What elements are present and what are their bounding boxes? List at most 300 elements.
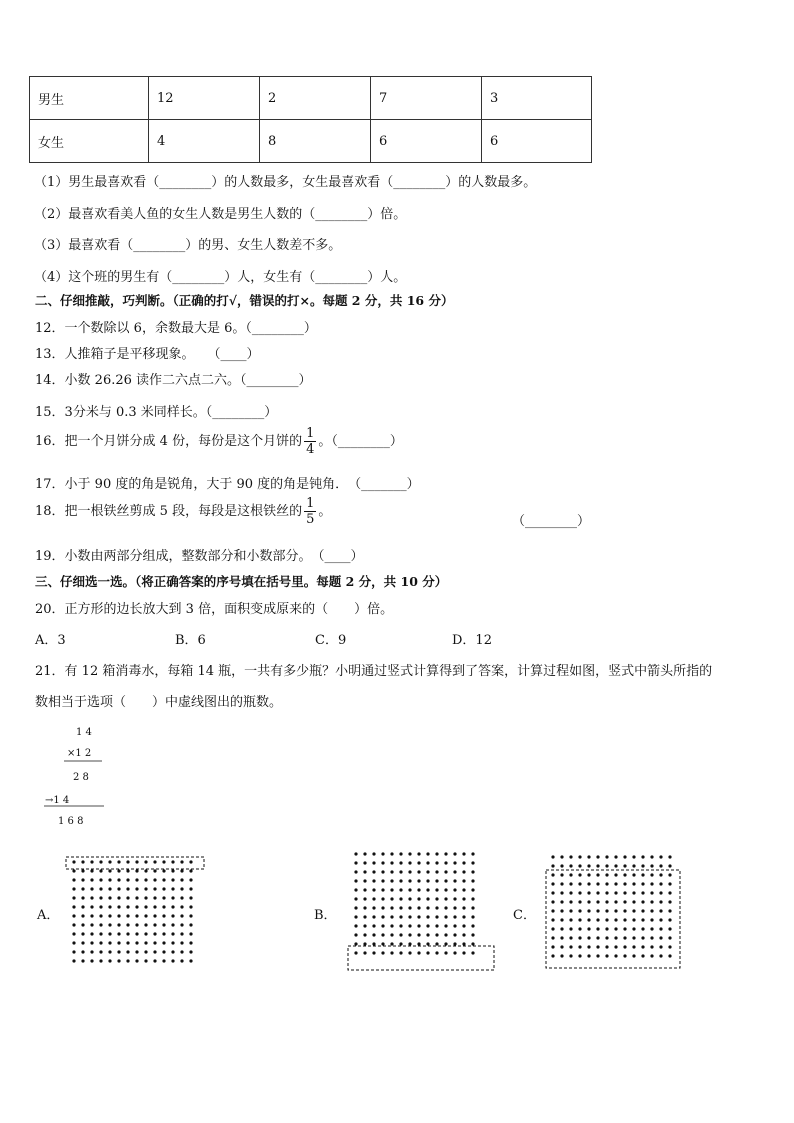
dot — [354, 924, 357, 927]
dot — [189, 932, 192, 935]
q21-option-c: C． — [513, 908, 536, 923]
dot — [578, 945, 581, 948]
dot — [650, 945, 653, 948]
dot — [153, 959, 156, 962]
dot — [372, 942, 375, 945]
dot — [623, 945, 626, 948]
dot — [153, 941, 156, 944]
dot — [99, 860, 102, 863]
dot — [641, 945, 644, 948]
dot — [569, 864, 572, 867]
dot — [587, 882, 590, 885]
dot — [153, 860, 156, 863]
dot — [144, 905, 147, 908]
dot — [471, 933, 474, 936]
dot — [90, 878, 93, 881]
dot — [399, 924, 402, 927]
dot — [668, 954, 671, 957]
dot — [650, 900, 653, 903]
dot — [587, 873, 590, 876]
dot — [426, 897, 429, 900]
mult-row-5: 1 6 8 — [58, 816, 84, 827]
dot — [596, 864, 599, 867]
sub-question-3: （3）最喜欢看（________）的男、女生人数差不多。 — [34, 238, 342, 253]
dot — [614, 945, 617, 948]
dot — [471, 906, 474, 909]
dot — [569, 918, 572, 921]
dot — [471, 879, 474, 882]
dot — [453, 879, 456, 882]
dot — [417, 861, 420, 864]
dot-grid-b — [342, 846, 502, 976]
data-table — [29, 76, 592, 163]
q20-option-d: D．12 — [452, 633, 492, 648]
dot — [354, 942, 357, 945]
dot — [390, 861, 393, 864]
dot — [108, 914, 111, 917]
dot — [381, 888, 384, 891]
dot — [117, 860, 120, 863]
dot — [560, 873, 563, 876]
q21-option-a: A． — [37, 908, 60, 923]
dot — [417, 888, 420, 891]
dot — [381, 906, 384, 909]
dot — [390, 888, 393, 891]
dot — [614, 936, 617, 939]
dot — [162, 959, 165, 962]
dot — [171, 905, 174, 908]
dot — [632, 900, 635, 903]
dot — [471, 951, 474, 954]
dot — [144, 896, 147, 899]
dot — [417, 915, 420, 918]
dot — [453, 915, 456, 918]
dot — [417, 951, 420, 954]
dot — [614, 900, 617, 903]
dot — [426, 933, 429, 936]
dot — [381, 951, 384, 954]
dot — [659, 873, 662, 876]
dot — [126, 878, 129, 881]
dot — [578, 918, 581, 921]
dot — [381, 879, 384, 882]
dot — [668, 891, 671, 894]
question-13: 13．人推箱子是平移现象。 （____） — [35, 347, 260, 362]
dot — [659, 936, 662, 939]
dot — [668, 882, 671, 885]
dot — [560, 909, 563, 912]
dot — [444, 879, 447, 882]
dot — [189, 896, 192, 899]
dot — [587, 945, 590, 948]
dot — [632, 864, 635, 867]
dot — [614, 882, 617, 885]
dot — [126, 869, 129, 872]
dot — [99, 932, 102, 935]
dot — [372, 951, 375, 954]
dot — [354, 915, 357, 918]
dot — [372, 879, 375, 882]
dot — [354, 870, 357, 873]
question-14: 14．小数 26.26 读作二六点二六。（________） — [35, 373, 312, 388]
dot — [650, 918, 653, 921]
dot-grid-c — [543, 850, 693, 975]
dot — [171, 887, 174, 890]
dot — [435, 924, 438, 927]
dot — [372, 906, 375, 909]
dot — [117, 914, 120, 917]
dot-grid-a — [62, 856, 212, 976]
dot — [551, 909, 554, 912]
dot — [408, 951, 411, 954]
dot — [650, 936, 653, 939]
dot — [399, 942, 402, 945]
dot — [426, 951, 429, 954]
dot — [605, 909, 608, 912]
dot — [632, 873, 635, 876]
dot — [180, 905, 183, 908]
dot — [641, 954, 644, 957]
dot — [399, 933, 402, 936]
table-cell: 6 — [482, 120, 592, 163]
dot — [650, 855, 653, 858]
dot — [99, 950, 102, 953]
dot — [596, 891, 599, 894]
dot — [560, 945, 563, 948]
dot — [408, 879, 411, 882]
dot — [623, 855, 626, 858]
dot — [659, 864, 662, 867]
dot — [108, 860, 111, 863]
dot — [171, 896, 174, 899]
table-cell: 6 — [371, 120, 482, 163]
dot — [444, 942, 447, 945]
dot — [560, 891, 563, 894]
dot — [99, 905, 102, 908]
sub-question-1: （1）男生最喜欢看（________）的人数最多，女生最喜欢看（________）的人数最多。 — [34, 175, 537, 190]
dot — [126, 941, 129, 944]
dot — [668, 864, 671, 867]
dot — [171, 959, 174, 962]
dot — [108, 923, 111, 926]
dot — [668, 945, 671, 948]
table-row — [30, 120, 592, 163]
dot — [551, 864, 554, 867]
dot — [126, 950, 129, 953]
numerator: 1 — [306, 426, 315, 441]
dot — [117, 923, 120, 926]
dot — [587, 891, 590, 894]
dot — [587, 927, 590, 930]
dot — [99, 914, 102, 917]
dot — [135, 941, 138, 944]
dot — [126, 905, 129, 908]
denominator: 4 — [306, 442, 315, 457]
dot — [171, 932, 174, 935]
dot — [117, 950, 120, 953]
question-20: 20．正方形的边长放大到 3 倍，面积变成原来的（ ）倍。 — [35, 602, 394, 617]
dot — [650, 954, 653, 957]
dot — [399, 870, 402, 873]
dot — [162, 914, 165, 917]
dot — [135, 914, 138, 917]
dot — [99, 959, 102, 962]
dot — [189, 887, 192, 890]
dot — [72, 959, 75, 962]
dot — [632, 927, 635, 930]
dot — [560, 918, 563, 921]
dot — [90, 905, 93, 908]
dot — [641, 900, 644, 903]
dot — [381, 933, 384, 936]
dot — [587, 936, 590, 939]
dot — [641, 909, 644, 912]
dot — [363, 933, 366, 936]
dot — [668, 900, 671, 903]
dot — [426, 879, 429, 882]
dot — [435, 933, 438, 936]
dot — [453, 942, 456, 945]
dot — [444, 852, 447, 855]
mult-row-3: 2 8 — [73, 772, 89, 783]
dot — [354, 888, 357, 891]
fraction-1-4 — [304, 426, 316, 457]
dot — [108, 896, 111, 899]
table-cell: 8 — [260, 120, 371, 163]
dot — [426, 942, 429, 945]
dot — [417, 897, 420, 900]
dot — [569, 855, 572, 858]
dot — [408, 870, 411, 873]
dot — [363, 906, 366, 909]
dot — [135, 905, 138, 908]
dot — [162, 896, 165, 899]
dot — [189, 869, 192, 872]
dot — [596, 909, 599, 912]
dot — [569, 936, 572, 939]
dot — [90, 959, 93, 962]
dot — [108, 869, 111, 872]
dot — [354, 861, 357, 864]
dot — [587, 855, 590, 858]
dot — [453, 933, 456, 936]
dot — [435, 861, 438, 864]
dot — [471, 870, 474, 873]
dot — [596, 918, 599, 921]
dot — [354, 879, 357, 882]
question-17: 17．小于 90 度的角是锐角，大于 90 度的角是钝角． （_______） — [35, 477, 420, 492]
dot — [605, 945, 608, 948]
dot — [171, 914, 174, 917]
dot — [108, 950, 111, 953]
dot — [72, 860, 75, 863]
dot — [144, 869, 147, 872]
dot — [605, 927, 608, 930]
dot — [408, 897, 411, 900]
dot — [560, 855, 563, 858]
dot — [390, 942, 393, 945]
dot — [117, 869, 120, 872]
dot — [462, 924, 465, 927]
dot — [90, 941, 93, 944]
dot — [162, 950, 165, 953]
dot — [659, 882, 662, 885]
dot — [153, 905, 156, 908]
dot — [587, 864, 590, 867]
dot — [569, 954, 572, 957]
dot — [117, 959, 120, 962]
dot — [444, 897, 447, 900]
dot — [90, 932, 93, 935]
dot — [99, 923, 102, 926]
dot — [462, 888, 465, 891]
row-label: 男生 — [30, 77, 149, 120]
dot — [408, 906, 411, 909]
dot — [390, 951, 393, 954]
dot — [417, 852, 420, 855]
dot — [632, 909, 635, 912]
denominator: 5 — [306, 512, 315, 527]
dot — [126, 923, 129, 926]
dot — [659, 900, 662, 903]
dot — [569, 900, 572, 903]
dot — [354, 897, 357, 900]
dot — [372, 861, 375, 864]
dot — [354, 951, 357, 954]
numerator: 1 — [306, 496, 315, 511]
dot — [180, 869, 183, 872]
dot — [117, 878, 120, 881]
dot — [623, 918, 626, 921]
dot — [72, 932, 75, 935]
dot — [417, 879, 420, 882]
question-12: 12．一个数除以 6，余数最大是 6。（________） — [35, 321, 317, 336]
dot — [399, 861, 402, 864]
dot — [614, 855, 617, 858]
dot — [126, 860, 129, 863]
dot — [108, 905, 111, 908]
dot — [90, 869, 93, 872]
dot — [363, 951, 366, 954]
dot — [108, 878, 111, 881]
fraction-1-5 — [304, 496, 316, 527]
dot — [363, 924, 366, 927]
dot — [650, 927, 653, 930]
dot — [435, 906, 438, 909]
dot — [614, 918, 617, 921]
dot — [605, 882, 608, 885]
dot — [659, 927, 662, 930]
dot — [668, 855, 671, 858]
dot — [471, 852, 474, 855]
dot — [659, 945, 662, 948]
dot — [372, 888, 375, 891]
dot — [560, 936, 563, 939]
dot — [596, 945, 599, 948]
dot — [596, 900, 599, 903]
dot — [135, 959, 138, 962]
dot — [189, 923, 192, 926]
dot — [605, 864, 608, 867]
dot — [99, 878, 102, 881]
dot — [189, 959, 192, 962]
dot — [453, 924, 456, 927]
question-18 — [35, 496, 331, 527]
dot — [363, 888, 366, 891]
dot — [614, 954, 617, 957]
dot — [551, 936, 554, 939]
dot — [605, 954, 608, 957]
dot — [108, 887, 111, 890]
dot — [99, 896, 102, 899]
dot — [650, 873, 653, 876]
dot — [162, 887, 165, 890]
dot — [426, 870, 429, 873]
dot — [189, 878, 192, 881]
dot — [560, 900, 563, 903]
dot — [453, 870, 456, 873]
dot — [153, 887, 156, 890]
dot — [632, 954, 635, 957]
dot — [81, 887, 84, 890]
row-label: 女生 — [30, 120, 149, 163]
dashed-selection-box — [348, 946, 494, 970]
dot — [632, 918, 635, 921]
dot — [81, 896, 84, 899]
dot — [408, 924, 411, 927]
dot — [569, 927, 572, 930]
dot — [578, 927, 581, 930]
dot — [135, 950, 138, 953]
dot — [153, 878, 156, 881]
dot — [632, 945, 635, 948]
dot — [551, 855, 554, 858]
dot — [72, 878, 75, 881]
dot — [153, 932, 156, 935]
table-row — [30, 77, 592, 120]
dot — [417, 870, 420, 873]
dot — [390, 852, 393, 855]
dot — [153, 950, 156, 953]
dot — [363, 879, 366, 882]
dot — [587, 900, 590, 903]
dot — [605, 873, 608, 876]
mult-row-1: 1 4 — [76, 727, 92, 738]
dot — [435, 852, 438, 855]
dot — [117, 932, 120, 935]
dot — [471, 942, 474, 945]
dot — [180, 878, 183, 881]
dot — [614, 927, 617, 930]
dot — [453, 906, 456, 909]
dot — [578, 873, 581, 876]
section-2-heading: 二、仔细推敲，巧判断。（正确的打√，错误的打×。每题 2 分，共 16 分） — [35, 293, 454, 308]
dot — [117, 896, 120, 899]
dot — [444, 888, 447, 891]
dot — [623, 891, 626, 894]
dot — [435, 897, 438, 900]
dot — [596, 954, 599, 957]
dot — [569, 873, 572, 876]
dot — [462, 942, 465, 945]
dot — [108, 941, 111, 944]
dot — [99, 869, 102, 872]
dot — [453, 852, 456, 855]
dot — [623, 936, 626, 939]
dot — [390, 897, 393, 900]
table-cell: 12 — [149, 77, 260, 120]
dot — [444, 870, 447, 873]
